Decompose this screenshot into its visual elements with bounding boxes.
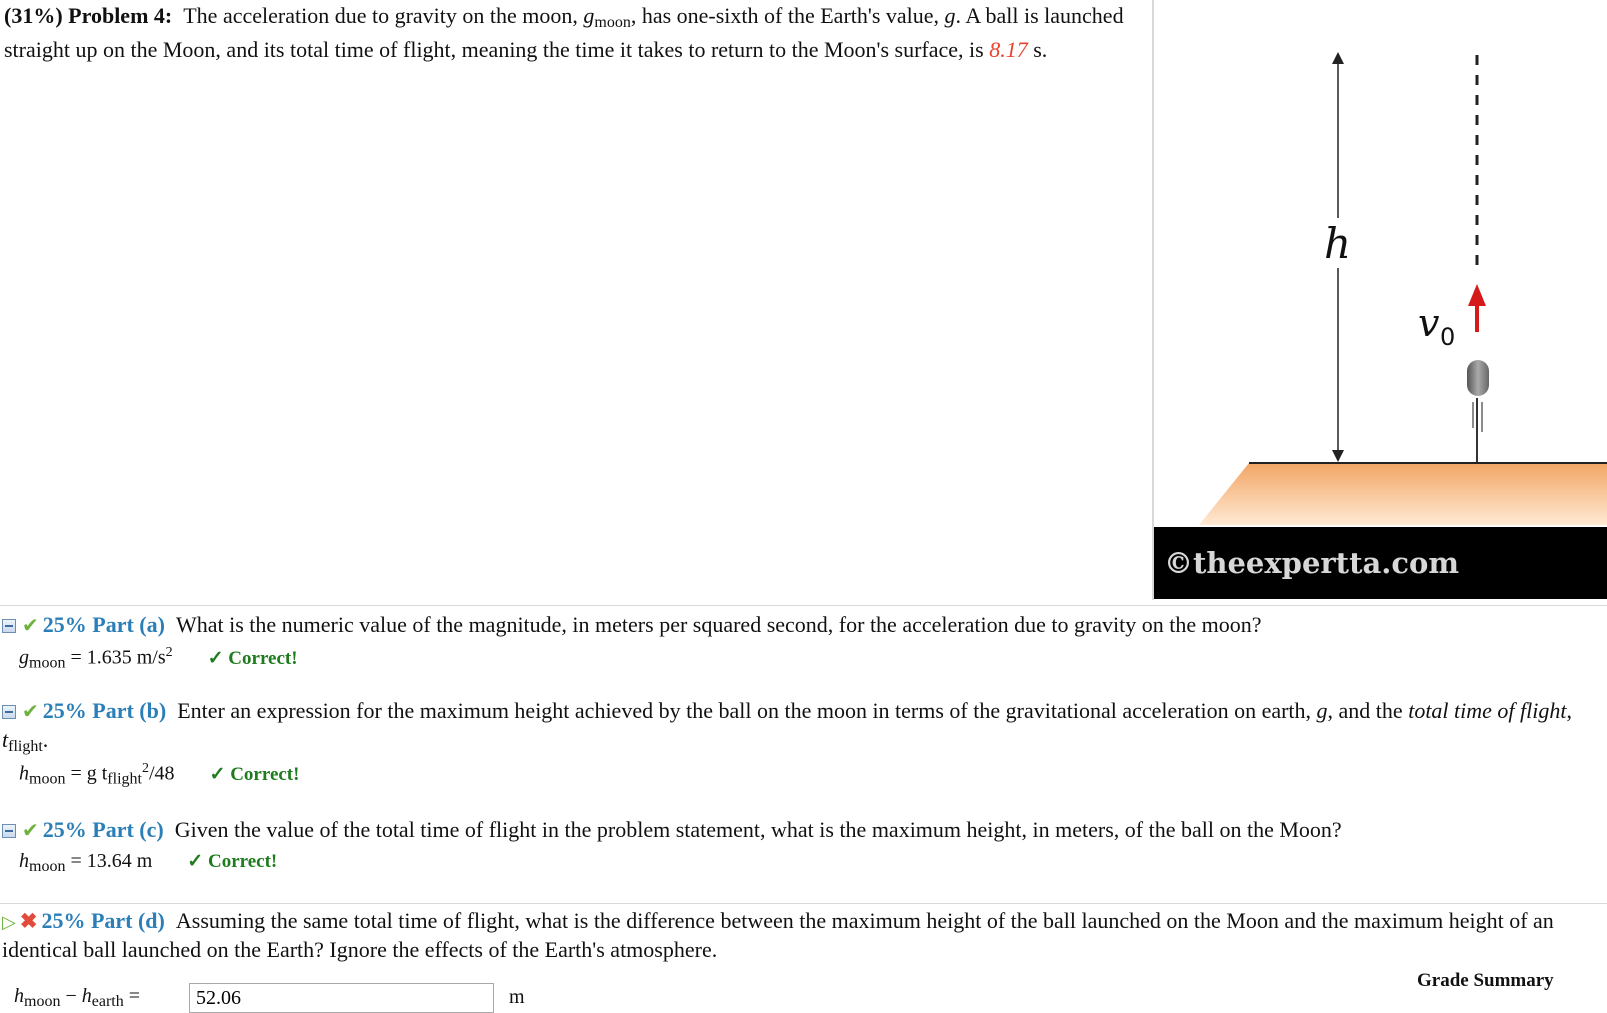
- problem-statement: [4, 2, 1129, 63]
- v0-label: v: [1418, 301, 1440, 345]
- part-c-question: Given the value of the total time of flight in the problem statement, what is the maximum height, in meters, of the ball on the Moon?: [174, 817, 1342, 842]
- v0-sub: 0: [1440, 323, 1456, 351]
- launch-diagram: [1154, 0, 1607, 527]
- problem-text-1: The acceleration due to gravity on the moon,: [183, 3, 584, 28]
- answer-sub: moon: [29, 858, 66, 875]
- answer-var: h: [19, 850, 29, 872]
- part-d-answer-input[interactable]: [189, 983, 494, 1013]
- answer-t-sub: flight: [107, 770, 142, 788]
- part-a-status: ✓ Correct!: [207, 647, 298, 669]
- part-b-question-total: total: [1408, 698, 1449, 723]
- answer-value: = g t: [65, 762, 108, 785]
- check-icon: ✔: [22, 701, 39, 723]
- grade-summary-title: Grade Summary: [1417, 970, 1554, 991]
- part-b-question-t: t: [2, 727, 9, 752]
- problem-text-2: , has one-sixth of the Earth's value,: [630, 3, 945, 28]
- height-arrow-bottom: [1332, 450, 1344, 462]
- flight-time-value: 8.17: [989, 37, 1028, 62]
- part-b-question-g: g: [1316, 698, 1328, 723]
- part-c-collapse-toggle[interactable]: [2, 824, 16, 838]
- figure-watermark: ©theexpertta.com: [1154, 527, 1607, 599]
- answer-var: h: [19, 762, 29, 785]
- h-label: h: [1324, 219, 1352, 268]
- problem-figure: [1152, 0, 1607, 600]
- velocity-arrow-head: [1468, 284, 1486, 306]
- part-d-question: Assuming the same total time of flight, what is the difference between the maximum height of the ball launched on the Moon and the maximum height of an identical ball launched on the Earth? Ignore the effects of the Earth's atmosphere.: [2, 908, 1554, 962]
- ball: [1467, 360, 1489, 396]
- part-b-question-b: , and the: [1327, 698, 1409, 723]
- part-c-weight: 25% Part (c): [42, 817, 164, 842]
- answer-value: = 1.635 m/s: [65, 646, 166, 669]
- problem-title: Problem 4:: [68, 3, 173, 28]
- part-d-answer-label: $h_{moon} - h_{earth}$ =: [14, 985, 140, 1010]
- answer-sup: 2: [141, 761, 149, 776]
- problem-weight: (31%): [4, 3, 63, 28]
- g-moon-var: g: [583, 3, 595, 28]
- answer-var: g: [19, 646, 29, 669]
- part-d-unit: m: [509, 986, 525, 1008]
- answer-sup: 2: [165, 645, 173, 660]
- divider: [0, 605, 1607, 606]
- g-moon-sub: moon: [594, 14, 631, 31]
- expand-arrow-icon[interactable]: ▷: [2, 912, 16, 932]
- part-c-status: ✓ Correct!: [187, 851, 278, 872]
- ground-surface: [1199, 463, 1607, 525]
- answer-sub: moon: [29, 770, 66, 788]
- part-a-answer: [19, 645, 298, 673]
- height-arrow-top: [1332, 52, 1344, 64]
- divider: [0, 903, 1607, 904]
- part-a-question: What is the numeric value of the magnitude, in meters per squared second, for the acceleration due to gravity on the moon?: [175, 612, 1262, 637]
- part-a-weight: 25% Part (a): [42, 612, 165, 637]
- answer-tail: /48: [148, 762, 175, 785]
- part-a-collapse-toggle[interactable]: [2, 619, 16, 633]
- part-c-header: [2, 816, 1342, 845]
- part-b-weight: 25% Part (b): [42, 698, 167, 723]
- part-b-header: ✔ 25% Part (b) Enter an expression for the maximum height achieved by the ball on the moon in terms of the gravitational acceleration on earth, g, and the total time of flight, $t_{flight}$.: [2, 698, 1572, 755]
- check-icon: ✔: [22, 820, 39, 842]
- part-d-weight: 25% Part (d): [41, 908, 165, 933]
- part-b-status: ✓ Correct!: [209, 763, 300, 785]
- part-b-answer: [19, 761, 299, 789]
- part-b-question-time: time of flight: [1454, 698, 1567, 723]
- part-a-header: [2, 611, 1262, 640]
- answer-sub: moon: [29, 654, 66, 672]
- x-icon: ✖: [19, 909, 38, 933]
- g-var: g: [944, 3, 956, 28]
- answer-value: = 13.64 m: [65, 850, 153, 872]
- problem-text-3: . A ball is launched straight up on the Moon, and its total time of flight, meaning the time it takes to return to the Moon's surface, is: [4, 3, 1124, 62]
- part-b-question-t-sub: flight: [8, 738, 43, 755]
- check-icon: ✔: [22, 615, 39, 637]
- part-c-answer: [19, 850, 277, 876]
- part-b-collapse-toggle[interactable]: [2, 705, 16, 719]
- part-d-header: [2, 907, 1602, 964]
- part-b-question-a: Enter an expression for the maximum height achieved by the ball on the moon in terms of the gravitational acceleration on earth,: [177, 698, 1317, 723]
- problem-text-4: s.: [1027, 37, 1048, 62]
